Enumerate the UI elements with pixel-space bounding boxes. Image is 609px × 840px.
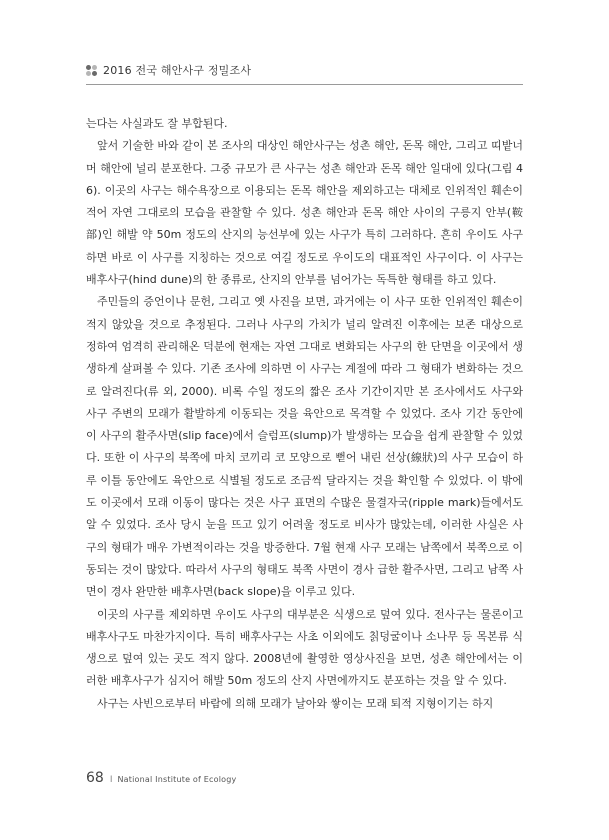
footer-separator: I — [109, 775, 113, 785]
page-number: 68 — [86, 770, 104, 786]
running-header — [86, 62, 251, 78]
header-divider — [86, 84, 523, 85]
paragraph: 앞서 기술한 바와 같이 본 조사의 대상인 해안사구는 성촌 해안, 돈목 해안, 그리고 띠밭너머 해안에 널리 분포한다. 그중 규모가 큰 사구는 성촌 해안과 돈목 해안 일대에 있다(그림 46). 이곳의 사구는 해수욕장으로 이용되는 돈목 해안을 제외하고는 대체로 인위적인 훼손이 적어 자연 그대로의 모습을 관찰할 수 있다. 성촌 해안과 돈목 해안 사이의 구릉지 안부(鞍部)인 해발 약 50m 정도의 산지의 능선부에 있는 사구가 특히 그러하다. 흔히 우이도 사구하면 바로 이 사구를 지칭하는 것으로 여길 정도로 우이도의 대표적인 사구이다. 이 사구는 배후사구(hind dune)의 한 종류로, 산지의 안부를 넘어가는 독특한 형태를 하고 있다. — [86, 139, 523, 287]
bullet-dots-icon — [86, 65, 97, 76]
footer-institution: National Institute of Ecology — [117, 775, 237, 784]
paragraph-continuation: 는다는 사실과도 잘 부합된다. — [86, 117, 228, 130]
paragraph: 사구는 사빈으로부터 바람에 의해 모래가 날아와 쌓이는 모래 퇴적 지형이기는 하지 — [97, 696, 494, 710]
paragraph: 이곳의 사구를 제외하면 우이도 사구의 대부분은 식생으로 덮여 있다. 전사구는 물론이고 배후사구도 마찬가지이다. 특히 배후사구는 사초 이외에도 칡덩굴이나 소나무 등 목본류 식생으로 덮여 있는 곳도 적지 않다. 2008년에 촬영한 영상사진을 보면, 성촌 해안에서는 이러한 배후사구가 심지어 해발 50m 정도의 산지 사면에까지도 분포하는 것을 알 수 있다. — [86, 607, 523, 688]
page-footer — [86, 770, 236, 786]
paragraph: 주민들의 증언이나 문헌, 그리고 옛 사진을 보면, 과거에는 이 사구 또한 인위적인 훼손이 적지 않았을 것으로 추정된다. 그러나 사구의 가치가 널리 알려진 이후에는 보존 대상으로 정하여 엄격히 관리해온 덕분에 현재는 자연 그대로 변화되는 사구의 한 단면을 이곳에서 생생하게 살펴볼 수 있다. 기존 조사에 의하면 이 사구는 계절에 따라 그 형태가 변화하는 것으로 알려진다(류 외, 2000). 비록 수일 정도의 짧은 조사 기간이지만 본 조사에서도 사구와 사구 주변의 모래가 활발하게 이동되는 것을 육안으로 목격할 수 있었다. 조사 기간 동안에 이 사구의 활주사면(slip face)에서 슬럼프(slump)가 발생하는 모습을 쉽게 관찰할 수 있었다. 또한 이 사구의 북쪽에 마치 코끼리 코 모양으로 뻗어 내린 선상(線狀)의 사구 모습이 하루 이틀 동안에도 육안으로 식별될 정도로 조금씩 달라지는 것을 확인할 수 있었다. 이 밖에도 이곳에서 모래 이동이 많다는 것은 사구 표면의 수많은 물결자국(ripple mark)들에서도 알 수 있었다. 조사 당시 눈을 뜨고 있기 어려울 정도로 비사가 많았는데, 이러한 사실은 사구의 형태가 매우 가변적이라는 것을 방증한다. 7월 현재 사구 모래는 남쪽에서 북쪽으로 이동되는 것이 많았다. 따라서 사구의 형태도 북쪽 사면이 경사 급한 활주사면, 그리고 남쪽 사면이 경사 완만한 배후사면(back slope)을 이루고 있다. — [86, 295, 523, 599]
running-header-title: 2016 전국 해안사구 정밀조사 — [103, 64, 252, 77]
body-text — [86, 113, 523, 715]
